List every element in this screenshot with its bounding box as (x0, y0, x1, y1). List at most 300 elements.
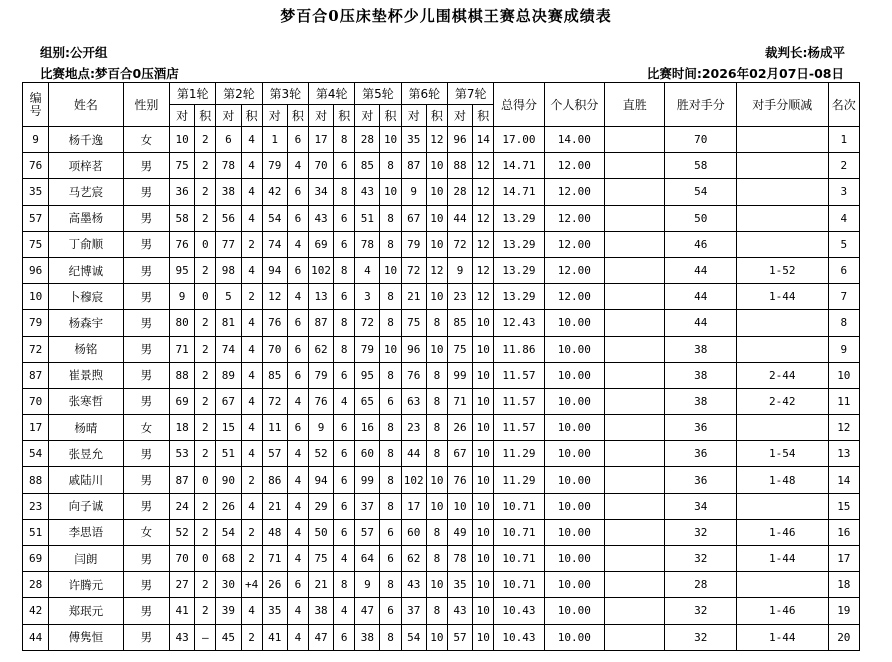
round-4-points: 8 (334, 127, 355, 153)
round-3-opponent: 1 (262, 127, 287, 153)
round-4-opponent: 21 (308, 572, 333, 598)
total-score: 10.43 (494, 624, 544, 650)
sodos-score (736, 205, 828, 231)
round-7-opponent: 35 (447, 572, 472, 598)
header-opp-r3: 对 (262, 105, 287, 127)
round-5-points: 8 (380, 362, 401, 388)
round-2-opponent: 56 (216, 205, 241, 231)
round-7-opponent: 75 (447, 336, 472, 362)
round-7-points: 10 (473, 362, 494, 388)
round-4-points: 8 (334, 336, 355, 362)
personal-score: 14.00 (544, 127, 604, 153)
player-gender: 女 (123, 519, 169, 545)
sos-score: 36 (665, 415, 737, 441)
table-row (23, 231, 860, 257)
total-score: 11.86 (494, 336, 544, 362)
table-row (23, 546, 860, 572)
round-2-points: 2 (241, 231, 262, 257)
rank: 5 (828, 231, 859, 257)
player-no: 57 (23, 205, 49, 231)
player-name: 卜穆宸 (49, 284, 124, 310)
round-4-points: 4 (334, 388, 355, 414)
round-4-points: 4 (334, 546, 355, 572)
round-2-opponent: 15 (216, 415, 241, 441)
round-5-points: 10 (380, 127, 401, 153)
round-7-opponent: 9 (447, 257, 472, 283)
round-6-points: 8 (426, 519, 447, 545)
round-7-points: 10 (473, 546, 494, 572)
round-3-opponent: 35 (262, 598, 287, 624)
round-5-points: 8 (380, 284, 401, 310)
round-4-opponent: 102 (308, 257, 333, 283)
personal-score: 10.00 (544, 467, 604, 493)
personal-score: 12.00 (544, 231, 604, 257)
total-score: 12.43 (494, 310, 544, 336)
total-score: 10.43 (494, 598, 544, 624)
header-opp-r4: 对 (308, 105, 333, 127)
round-5-opponent: 85 (355, 153, 380, 179)
total-score: 13.29 (494, 284, 544, 310)
round-4-opponent: 69 (308, 231, 333, 257)
direct-win (605, 205, 665, 231)
round-4-opponent: 50 (308, 519, 333, 545)
round-7-points: 14 (473, 127, 494, 153)
round-7-points: 10 (473, 493, 494, 519)
rank: 1 (828, 127, 859, 153)
round-7-opponent: 99 (447, 362, 472, 388)
round-7-opponent: 57 (447, 624, 472, 650)
round-2-points: 4 (241, 441, 262, 467)
round-5-points: 8 (380, 493, 401, 519)
rank: 14 (828, 467, 859, 493)
table-row (23, 388, 860, 414)
round-4-opponent: 62 (308, 336, 333, 362)
round-5-opponent: 95 (355, 362, 380, 388)
player-name: 崔景煦 (49, 362, 124, 388)
round-1-points: 2 (195, 336, 216, 362)
direct-win (605, 362, 665, 388)
round-1-points: 0 (195, 284, 216, 310)
round-5-opponent: 60 (355, 441, 380, 467)
direct-win (605, 310, 665, 336)
rank: 18 (828, 572, 859, 598)
round-4-points: 6 (334, 205, 355, 231)
round-6-points: 10 (426, 493, 447, 519)
header-opp-r7: 对 (447, 105, 472, 127)
round-7-points: 10 (473, 572, 494, 598)
rank: 16 (828, 519, 859, 545)
direct-win (605, 179, 665, 205)
personal-score: 10.00 (544, 388, 604, 414)
round-5-points: 8 (380, 467, 401, 493)
player-name: 纪博诚 (49, 257, 124, 283)
header-pts-r5: 积 (380, 105, 401, 127)
sos-score: 28 (665, 572, 737, 598)
sos-score: 70 (665, 127, 737, 153)
round-7-points: 10 (473, 467, 494, 493)
sos-score: 44 (665, 257, 737, 283)
player-gender: 男 (123, 153, 169, 179)
round-3-opponent: 42 (262, 179, 287, 205)
round-2-opponent: 38 (216, 179, 241, 205)
player-no: 23 (23, 493, 49, 519)
round-6-opponent: 23 (401, 415, 426, 441)
round-2-points: 2 (241, 624, 262, 650)
round-6-opponent: 87 (401, 153, 426, 179)
round-4-opponent: 52 (308, 441, 333, 467)
round-3-points: 4 (287, 388, 308, 414)
direct-win (605, 153, 665, 179)
player-no: 10 (23, 284, 49, 310)
round-1-opponent: 53 (170, 441, 195, 467)
header-round-5: 第5轮 (355, 83, 401, 105)
round-5-points: 8 (380, 153, 401, 179)
round-1-opponent: 27 (170, 572, 195, 598)
direct-win (605, 284, 665, 310)
sodos-score: 1-44 (736, 624, 828, 650)
player-no: 88 (23, 467, 49, 493)
round-5-opponent: 64 (355, 546, 380, 572)
round-5-points: 8 (380, 572, 401, 598)
round-1-points: 2 (195, 362, 216, 388)
round-2-points: 4 (241, 127, 262, 153)
round-6-opponent: 54 (401, 624, 426, 650)
total-score: 11.57 (494, 388, 544, 414)
table-row (23, 179, 860, 205)
round-4-opponent: 13 (308, 284, 333, 310)
round-7-opponent: 49 (447, 519, 472, 545)
sodos-score: 1-48 (736, 467, 828, 493)
table-row (23, 284, 860, 310)
round-2-points: 4 (241, 153, 262, 179)
round-5-opponent: 16 (355, 415, 380, 441)
total-score: 13.29 (494, 205, 544, 231)
round-7-points: 10 (473, 310, 494, 336)
sodos-score: 1-54 (736, 441, 828, 467)
direct-win (605, 231, 665, 257)
total-score: 14.71 (494, 153, 544, 179)
sos-score: 58 (665, 153, 737, 179)
player-name: 杨铭 (49, 336, 124, 362)
round-2-opponent: 39 (216, 598, 241, 624)
round-6-opponent: 60 (401, 519, 426, 545)
round-6-opponent: 72 (401, 257, 426, 283)
round-1-opponent: 18 (170, 415, 195, 441)
round-6-opponent: 37 (401, 598, 426, 624)
round-5-opponent: 47 (355, 598, 380, 624)
header-opp-r5: 对 (355, 105, 380, 127)
round-7-opponent: 43 (447, 598, 472, 624)
round-6-opponent: 44 (401, 441, 426, 467)
round-3-opponent: 74 (262, 231, 287, 257)
personal-score: 10.00 (544, 336, 604, 362)
table-row (23, 257, 860, 283)
round-2-opponent: 98 (216, 257, 241, 283)
round-1-opponent: 70 (170, 546, 195, 572)
round-7-points: 10 (473, 415, 494, 441)
table-row (23, 493, 860, 519)
round-7-points: 10 (473, 598, 494, 624)
round-6-points: 10 (426, 572, 447, 598)
round-7-points: 12 (473, 257, 494, 283)
table-row (23, 598, 860, 624)
sodos-score: 1-46 (736, 598, 828, 624)
sodos-score (736, 415, 828, 441)
round-4-opponent: 38 (308, 598, 333, 624)
personal-score: 12.00 (544, 205, 604, 231)
round-5-opponent: 3 (355, 284, 380, 310)
sodos-score: 1-44 (736, 546, 828, 572)
player-no: 75 (23, 231, 49, 257)
round-2-points: 4 (241, 493, 262, 519)
personal-score: 12.00 (544, 284, 604, 310)
round-7-points: 12 (473, 153, 494, 179)
round-3-points: 4 (287, 441, 308, 467)
round-7-points: 12 (473, 205, 494, 231)
round-1-opponent: 58 (170, 205, 195, 231)
round-1-opponent: 87 (170, 467, 195, 493)
round-5-opponent: 51 (355, 205, 380, 231)
round-3-points: 6 (287, 179, 308, 205)
round-2-points: 4 (241, 362, 262, 388)
table-row (23, 336, 860, 362)
sos-score: 32 (665, 624, 737, 650)
sos-score: 50 (665, 205, 737, 231)
sos-score: 38 (665, 336, 737, 362)
round-1-points: 2 (195, 388, 216, 414)
sodos-score (736, 572, 828, 598)
sos-score: 38 (665, 362, 737, 388)
round-4-points: 6 (334, 153, 355, 179)
round-3-points: 6 (287, 415, 308, 441)
round-7-points: 10 (473, 624, 494, 650)
round-3-opponent: 12 (262, 284, 287, 310)
round-5-points: 10 (380, 257, 401, 283)
round-2-opponent: 51 (216, 441, 241, 467)
round-7-points: 10 (473, 388, 494, 414)
round-1-points: 2 (195, 257, 216, 283)
round-7-opponent: 76 (447, 467, 472, 493)
round-6-points: 8 (426, 415, 447, 441)
round-6-opponent: 79 (401, 231, 426, 257)
round-7-opponent: 96 (447, 127, 472, 153)
round-3-points: 4 (287, 624, 308, 650)
round-6-opponent: 76 (401, 362, 426, 388)
sodos-score (736, 310, 828, 336)
player-name: 杨晴 (49, 415, 124, 441)
round-5-opponent: 37 (355, 493, 380, 519)
total-score: 11.57 (494, 415, 544, 441)
round-4-opponent: 94 (308, 467, 333, 493)
round-6-opponent: 62 (401, 546, 426, 572)
round-7-opponent: 88 (447, 153, 472, 179)
round-5-opponent: 38 (355, 624, 380, 650)
round-4-points: 6 (334, 467, 355, 493)
round-3-opponent: 86 (262, 467, 287, 493)
total-score: 17.00 (494, 127, 544, 153)
round-7-opponent: 10 (447, 493, 472, 519)
round-2-opponent: 77 (216, 231, 241, 257)
sodos-score: 2-44 (736, 362, 828, 388)
player-gender: 男 (123, 257, 169, 283)
round-2-opponent: 68 (216, 546, 241, 572)
round-7-opponent: 85 (447, 310, 472, 336)
player-no: 96 (23, 257, 49, 283)
round-6-points: 8 (426, 598, 447, 624)
header-direct: 直胜 (605, 83, 665, 127)
player-no: 44 (23, 624, 49, 650)
round-1-opponent: 71 (170, 336, 195, 362)
player-no: 69 (23, 546, 49, 572)
player-gender: 男 (123, 310, 169, 336)
sodos-score (736, 127, 828, 153)
round-2-points: 4 (241, 205, 262, 231)
header-gender: 性别 (123, 83, 169, 127)
player-name: 戚陆川 (49, 467, 124, 493)
header-no (23, 83, 49, 127)
header-no-label: 编号 (29, 90, 42, 118)
date-label: 比赛时间:2026年02月07日-08日 (646, 66, 844, 81)
header-sodos: 对手分顺减 (736, 83, 828, 127)
sos-score: 46 (665, 231, 737, 257)
round-4-opponent: 75 (308, 546, 333, 572)
round-3-points: 6 (287, 572, 308, 598)
round-3-opponent: 11 (262, 415, 287, 441)
round-6-opponent: 17 (401, 493, 426, 519)
personal-score: 10.00 (544, 546, 604, 572)
direct-win (605, 598, 665, 624)
rank: 10 (828, 362, 859, 388)
header-row-top (23, 83, 860, 105)
round-1-points: 2 (195, 598, 216, 624)
player-gender: 男 (123, 336, 169, 362)
round-5-opponent: 43 (355, 179, 380, 205)
round-6-points: 8 (426, 362, 447, 388)
round-6-points: 10 (426, 179, 447, 205)
sodos-score (736, 231, 828, 257)
round-3-points: 4 (287, 598, 308, 624)
direct-win (605, 624, 665, 650)
round-4-points: 6 (334, 519, 355, 545)
round-6-opponent: 43 (401, 572, 426, 598)
rank: 2 (828, 153, 859, 179)
round-5-points: 8 (380, 415, 401, 441)
round-5-opponent: 79 (355, 336, 380, 362)
round-4-points: 6 (334, 362, 355, 388)
round-4-opponent: 76 (308, 388, 333, 414)
round-7-points: 10 (473, 336, 494, 362)
round-2-points: 2 (241, 546, 262, 572)
round-5-points: 8 (380, 624, 401, 650)
round-3-opponent: 41 (262, 624, 287, 650)
round-1-points: 2 (195, 127, 216, 153)
round-3-points: 6 (287, 127, 308, 153)
player-name: 李思语 (49, 519, 124, 545)
round-5-points: 6 (380, 546, 401, 572)
player-no: 51 (23, 519, 49, 545)
round-6-points: 10 (426, 336, 447, 362)
sos-score: 32 (665, 546, 737, 572)
round-6-opponent: 67 (401, 205, 426, 231)
player-no: 35 (23, 179, 49, 205)
direct-win (605, 415, 665, 441)
sodos-score (736, 493, 828, 519)
round-6-points: 10 (426, 153, 447, 179)
personal-score: 10.00 (544, 572, 604, 598)
player-name: 闫朗 (49, 546, 124, 572)
round-6-opponent: 21 (401, 284, 426, 310)
player-name: 张寒哲 (49, 388, 124, 414)
round-1-points: 2 (195, 441, 216, 467)
header-opp-r1: 对 (170, 105, 195, 127)
total-score: 13.29 (494, 231, 544, 257)
round-5-points: 10 (380, 179, 401, 205)
direct-win (605, 257, 665, 283)
total-score: 10.71 (494, 519, 544, 545)
rank: 7 (828, 284, 859, 310)
personal-score: 10.00 (544, 624, 604, 650)
round-2-points: 4 (241, 388, 262, 414)
header-pts-r6: 积 (426, 105, 447, 127)
personal-score: 12.00 (544, 179, 604, 205)
round-3-points: 4 (287, 153, 308, 179)
round-1-points: 2 (195, 493, 216, 519)
round-4-points: 6 (334, 284, 355, 310)
round-1-opponent: 76 (170, 231, 195, 257)
header-pts-r1: 积 (195, 105, 216, 127)
round-5-opponent: 57 (355, 519, 380, 545)
round-3-opponent: 57 (262, 441, 287, 467)
table-row (23, 467, 860, 493)
sos-score: 44 (665, 284, 737, 310)
header-round-6: 第6轮 (401, 83, 447, 105)
direct-win (605, 388, 665, 414)
player-gender: 男 (123, 388, 169, 414)
round-5-points: 8 (380, 205, 401, 231)
player-gender: 女 (123, 127, 169, 153)
rank: 9 (828, 336, 859, 362)
round-6-points: 8 (426, 546, 447, 572)
header-total: 总得分 (494, 83, 544, 127)
round-2-opponent: 67 (216, 388, 241, 414)
round-6-points: 10 (426, 624, 447, 650)
header-round-7: 第7轮 (447, 83, 493, 105)
round-1-points: 2 (195, 205, 216, 231)
round-2-opponent: 54 (216, 519, 241, 545)
player-gender: 男 (123, 467, 169, 493)
round-3-points: 4 (287, 467, 308, 493)
direct-win (605, 572, 665, 598)
player-gender: 男 (123, 284, 169, 310)
personal-score: 10.00 (544, 493, 604, 519)
round-5-points: 6 (380, 519, 401, 545)
round-4-opponent: 17 (308, 127, 333, 153)
total-score: 14.71 (494, 179, 544, 205)
rank: 20 (828, 624, 859, 650)
player-gender: 女 (123, 415, 169, 441)
round-2-opponent: 78 (216, 153, 241, 179)
round-6-points: 8 (426, 388, 447, 414)
personal-score: 10.00 (544, 310, 604, 336)
player-gender: 男 (123, 598, 169, 624)
sodos-score: 2-42 (736, 388, 828, 414)
round-3-opponent: 70 (262, 336, 287, 362)
round-4-opponent: 29 (308, 493, 333, 519)
round-5-opponent: 72 (355, 310, 380, 336)
player-gender: 男 (123, 231, 169, 257)
round-2-opponent: 6 (216, 127, 241, 153)
player-gender: 男 (123, 546, 169, 572)
